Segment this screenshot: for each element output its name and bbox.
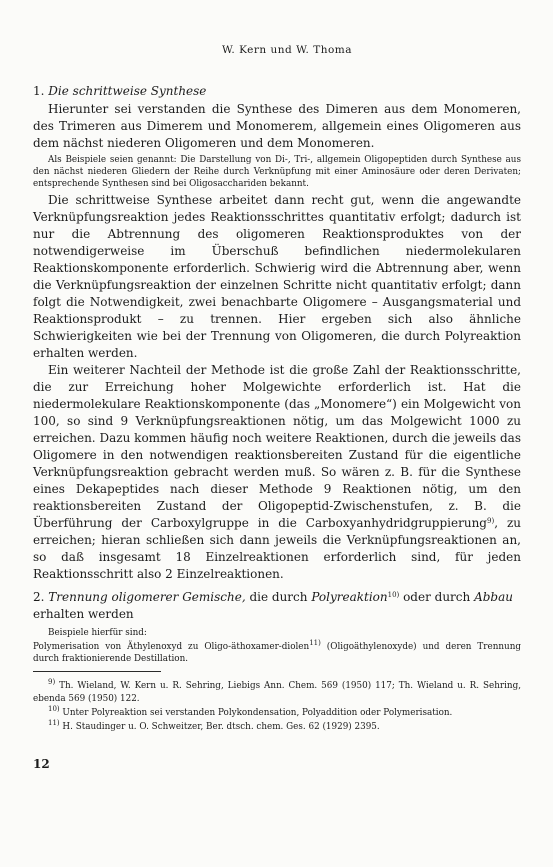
running-header: W. Kern und W. Thoma — [221, 44, 353, 56]
footnote-mark: 10) — [48, 705, 60, 713]
section-2-text-3: erhalten werden — [33, 607, 134, 621]
paragraph-3-text-b: , zu erreichen; hieran schließen sich dann jeweils die Verknüpfungsreaktionen an, so daß insgesamt 18 Einzelreaktionen erforderlich sind, für jeden Reaktionsschritt also 2 Einzelreaktionen. — [33, 516, 521, 581]
section-1-heading — [33, 83, 521, 100]
example-text-a: Polymerisation von Äthylenoxyd zu Oligo-äthoxamer-diolen — [33, 642, 310, 652]
section-2-polyreaktion: Polyreaktion — [311, 590, 388, 604]
footnote-ref-10: 10) — [387, 591, 400, 599]
footnote-mark: 11) — [48, 719, 60, 727]
footnote-text: Unter Polyreaktion sei verstanden Polykondensation, Polyaddition oder Polymerisation. — [59, 708, 453, 718]
section-2-abbau: Abbau — [474, 590, 513, 604]
footnote-text: H. Staudinger u. O. Schweitzer, Ber. dtsch. chem. Ges. 62 (1929) 2395. — [59, 722, 380, 732]
page-number: 12 — [33, 757, 50, 771]
footnote-11 — [33, 721, 521, 734]
section-1-paragraph-3 — [33, 362, 521, 583]
footnote-ref-9: 9) — [487, 517, 495, 525]
section-2-text-2: oder durch — [399, 590, 475, 604]
section-2-title: Trennung oligomerer Gemische, — [48, 590, 246, 604]
footnote-ref-11: 11) — [309, 639, 321, 647]
paragraph-3-text-a: Ein weiterer Nachteil der Methode ist die große Zahl der Reaktionsschritte, die zur Erreichung hoher Molgewichte erforderlich ist. Hat die niedermolekulare Reaktionskomponente (das „Monomere“) ein Molgewicht von 100, so sind 9 Verknüpfungsreaktionen nötig, um das Molgewicht 1000 zu erreichen. Dazu kommen häufig noch weitere Reaktionen, durch die jeweils das Oligomere in den notwendigen reaktionsbereiten Zustand für die eigentliche Verknüpfungsreaktion gebracht werden muß. So wären z. B. für die Synthese eines Dekapeptides nach dieser Methode 9 Reaktionen nötig, um den reaktionsbereiten Zustand der Oligopeptid-Zwischenstufen, z. B. die Überführung der Carboxylgruppe in die Carboxyanhydridgruppierung — [33, 363, 521, 530]
page — [33, 44, 521, 771]
section-1-small-note: Als Beispiele seien genannt: Die Darstellung von Di-, Tri-, allgemein Oligopeptiden durch Synthese aus den nächst niederen Gliedern der Reihe durch Verknüpfung mit einer Aminosäure oder deren Derivaten; entsprechende Synthesen sind bei Oligosacchariden bekannt. — [33, 155, 521, 189]
footnote-divider — [33, 671, 161, 672]
footnote-10 — [33, 707, 521, 720]
section-2-number: 2. — [33, 590, 45, 604]
section-2-small-intro: Beispiele hierfür sind: — [48, 628, 147, 638]
section-2-text-1: die durch — [245, 590, 312, 604]
footnote-mark: 9) — [48, 678, 56, 686]
section-1-number: 1. — [33, 84, 45, 98]
example-text-b: (Oligoäthylenoxyde) und deren Trennung durch fraktionierende Destillation. — [33, 642, 521, 664]
section-1-paragraph-2: Die schrittweise Synthese arbeitet dann recht gut, wenn die angewandte Verknüpfungsreaktion jedes Reaktionsschrittes quantitativ erfolgt; dadurch ist nur die Abtrennung des oligomeren Reaktionsproduktes von der notwendigerweise im Überschuß befindlichen niedermolekularen Reaktionskomponente erforderlich. Schwierig wird die Abtrennung aber, wenn die Verknüpfungsreaktion der einzelnen Schritte nicht quantitativ erfolgt; dann folgt die Notwendigkeit, zwei benachbarte Oligomere – Ausgangsmaterial und Reaktionsprodukt – zu trennen. Hier ergeben sich also ähnliche Schwierigkeiten wie bei der Trennung von Oligomeren, die durch Polyreaktion erhalten werden. — [33, 193, 521, 360]
footnote-text: Th. Wieland, W. Kern u. R. Sehring, Liebigs Ann. Chem. 569 (1950) 117; Th. Wieland u. R. Sehring, ebenda 569 (1950) 122. — [33, 681, 521, 704]
section-1-title: Die schrittweise Synthese — [48, 84, 207, 98]
section-2-heading — [33, 589, 521, 623]
footnote-9 — [33, 680, 521, 706]
section-1-paragraph-1: Hierunter sei verstanden die Synthese des Dimeren aus dem Monomeren, des Trimeren aus Dimerem und Monomerem, allgemein eines Oligomeren aus dem nächst niederen Oligomeren und dem Monomeren. — [33, 102, 521, 150]
section-2-small-example — [33, 641, 521, 665]
footnotes — [33, 680, 521, 734]
